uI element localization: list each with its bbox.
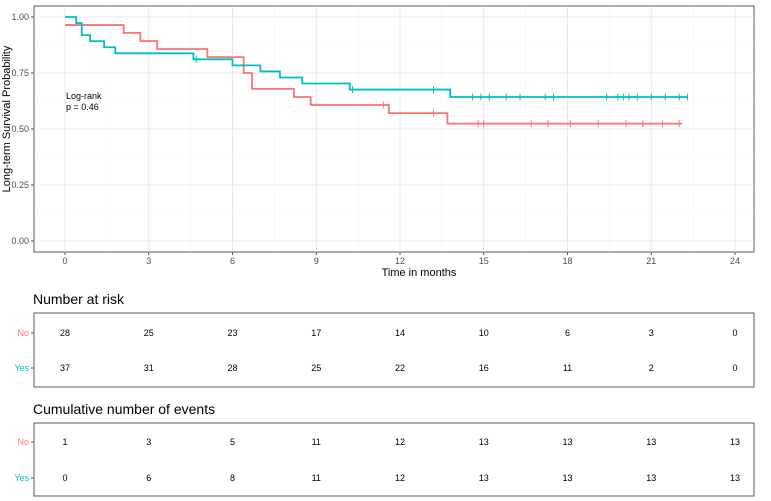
table-cell: 17: [311, 328, 322, 338]
x-tick-label: 24: [729, 256, 741, 266]
table-cell: 11: [311, 437, 321, 447]
group-label-no: No: [17, 437, 29, 447]
y-tick-label: 0.25: [11, 180, 29, 190]
x-tick-label: 18: [562, 256, 573, 266]
table-cell: 13: [646, 437, 657, 447]
table-cell: 13: [562, 437, 573, 447]
y-tick-label: 0.75: [11, 68, 29, 78]
table-cell: 28: [59, 328, 71, 338]
y-tick-label: 0.00: [11, 236, 29, 246]
x-tick-label: 3: [146, 256, 152, 266]
table-cell: 12: [394, 437, 406, 447]
events-table-panel: [34, 423, 754, 496]
table-cell: 37: [59, 363, 71, 373]
risk-table-title: Number at risk: [33, 291, 125, 307]
table-cell: 25: [143, 328, 154, 338]
group-label-yes: Yes: [14, 473, 29, 483]
table-cell: 1: [62, 437, 68, 447]
table-cell: 3: [648, 328, 654, 338]
table-cell: 13: [562, 473, 573, 483]
x-tick-label: 6: [229, 256, 236, 266]
group-label-no: No: [17, 328, 29, 338]
x-tick-label: 15: [478, 256, 489, 266]
table-cell: 0: [62, 473, 68, 483]
table-cell: 6: [146, 473, 152, 483]
table-cell: 31: [143, 363, 154, 373]
table-cell: 2: [648, 363, 654, 373]
table-cell: 28: [227, 363, 238, 373]
table-cell: 13: [478, 437, 489, 447]
y-axis-title: Long-term Survival Probability: [1, 45, 13, 193]
logrank-label: Log-rank: [66, 91, 102, 101]
x-tick-label: 21: [646, 256, 657, 266]
table-cell: 10: [478, 328, 489, 338]
table-cell: 11: [562, 363, 573, 373]
x-tick-label: 0: [62, 256, 68, 266]
table-cell: 0: [732, 363, 738, 373]
table-cell: 0: [732, 328, 738, 338]
table-cell: 16: [478, 363, 489, 373]
table-cell: 6: [564, 328, 571, 338]
table-cell: 13: [729, 473, 741, 483]
table-cell: 23: [227, 328, 238, 338]
table-cell: 3: [146, 437, 152, 447]
table-cell: 5: [229, 437, 236, 447]
x-tick-label: 12: [394, 256, 406, 266]
table-cell: 14: [394, 328, 406, 338]
table-cell: 11: [311, 473, 321, 483]
table-cell: 13: [646, 473, 657, 483]
table-cell: 22: [394, 363, 406, 373]
x-tick-label: 9: [313, 256, 319, 266]
table-cell: 8: [229, 473, 236, 483]
logrank-pvalue: p = 0.46: [66, 102, 99, 112]
events-table-title: Cumulative number of events: [33, 401, 216, 417]
y-tick-label: 1.00: [11, 12, 29, 22]
group-label-yes: Yes: [14, 363, 29, 373]
risk-table-panel: [34, 313, 754, 387]
table-cell: 25: [311, 363, 322, 373]
table-cell: 13: [478, 473, 489, 483]
table-cell: 12: [394, 473, 406, 483]
y-tick-label: 0.50: [11, 124, 29, 134]
x-axis-title: Time in months: [381, 267, 457, 279]
table-cell: 13: [729, 437, 741, 447]
